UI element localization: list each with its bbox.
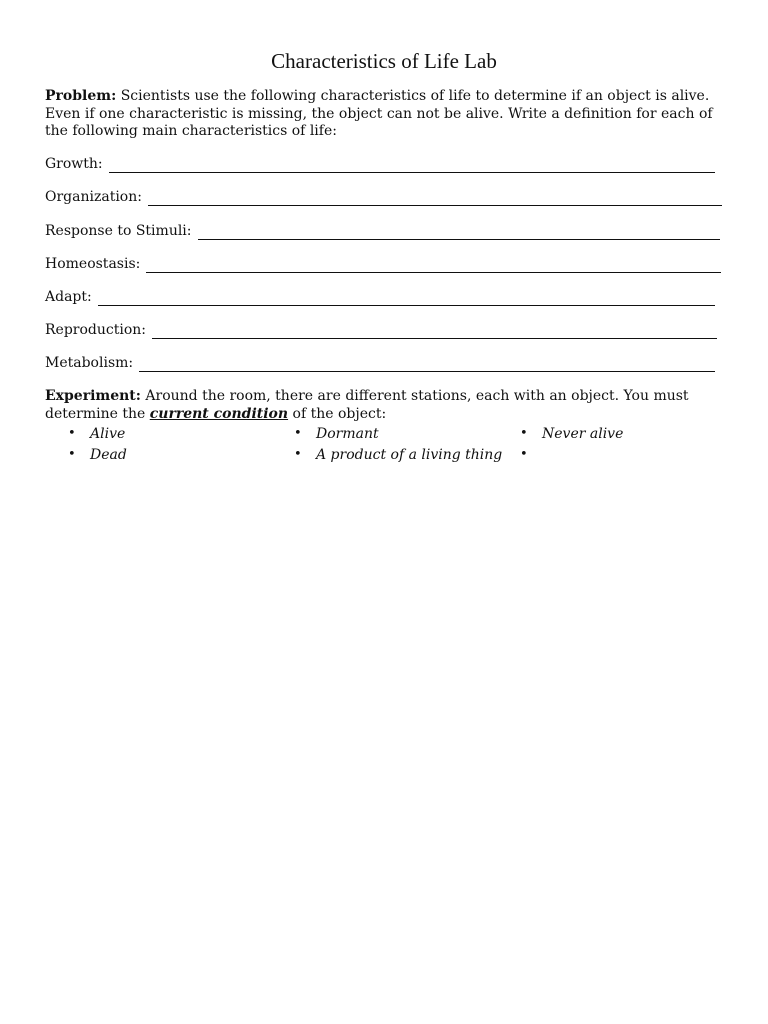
condition-item: Alive — [90, 426, 126, 442]
experiment-paragraph — [45, 388, 725, 423]
definition-blank-homeostasis[interactable] — [146, 258, 721, 273]
experiment-label: Experiment — [45, 388, 136, 404]
definition-blank-response-to-stimuli[interactable] — [198, 225, 720, 240]
definition-label-response-to-stimuli: Response to Stimuli: — [45, 223, 192, 239]
definition-row-metabolism — [45, 354, 715, 372]
definition-label-growth: Growth: — [45, 156, 103, 172]
definition-row-reproduction — [45, 321, 717, 339]
definition-label-homeostasis: Homeostasis: — [45, 256, 141, 272]
bullet-dot: • — [68, 426, 76, 441]
problem-colon: : — [111, 88, 117, 104]
definition-blank-metabolism[interactable] — [139, 357, 715, 372]
definition-blank-adapt[interactable] — [98, 291, 715, 306]
bullet-dot: • — [68, 447, 76, 462]
bullet-dot: • — [294, 426, 302, 441]
definition-row-response-to-stimuli — [45, 222, 720, 240]
problem-text: Scientists use the following characteristics of life to determine if an object is alive. Even if one characteristic is missing, the object can not be alive. Write a definition for each of the following main characteristics of life: — [45, 88, 713, 139]
condition-item: A product of a living thing — [316, 447, 503, 463]
definition-row-adapt — [45, 288, 715, 306]
definition-row-growth — [45, 155, 715, 173]
bullet-dot: • — [294, 447, 302, 462]
definition-blank-reproduction[interactable] — [152, 324, 717, 339]
bullet-dot: • — [520, 447, 528, 462]
definition-blank-growth[interactable] — [109, 158, 715, 173]
experiment-colon: : — [135, 388, 141, 404]
bullet-dot: • — [520, 426, 528, 441]
experiment-emphasis: current condition — [149, 405, 289, 422]
experiment-text-before: Around the room, there are different stations, each with an object. You must determine the — [45, 388, 689, 422]
problem-paragraph — [45, 88, 725, 141]
problem-label: Problem — [45, 88, 112, 104]
condition-item: Never alive — [542, 426, 624, 442]
condition-item: Dormant — [316, 426, 379, 442]
page-title: Characteristics of Life Lab — [271, 49, 497, 73]
definition-label-adapt: Adapt: — [45, 289, 92, 305]
definition-label-organization: Organization: — [45, 189, 142, 205]
definition-row-organization — [45, 188, 722, 206]
definition-blank-organization[interactable] — [148, 191, 722, 206]
definition-label-reproduction: Reproduction: — [45, 322, 146, 338]
experiment-text-after: of the object: — [288, 405, 387, 422]
condition-item: Dead — [90, 447, 127, 463]
definition-row-homeostasis — [45, 255, 721, 273]
definition-label-metabolism: Metabolism: — [45, 355, 134, 371]
